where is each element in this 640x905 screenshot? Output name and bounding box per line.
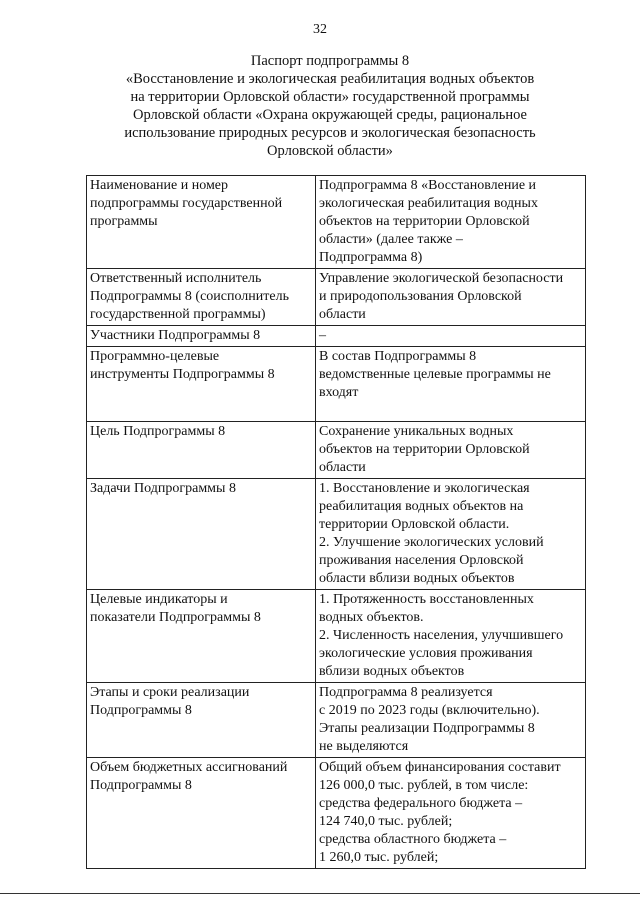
cell-line: не выделяются [319, 739, 409, 754]
row-value-cell [316, 590, 586, 683]
passport-table [86, 175, 586, 869]
row-value-cell [316, 422, 586, 479]
cell-line: 2. Улучшение экологических условий [319, 535, 544, 550]
row-label-cell [87, 326, 316, 347]
table-row [87, 683, 586, 758]
cell-line: Подпрограмма 8 реализуется [319, 685, 493, 700]
cell-line: Подпрограммы 8 (соисполнитель [90, 289, 289, 304]
cell-line: В состав Подпрограммы 8 [319, 349, 477, 364]
row-value-cell [316, 479, 586, 590]
cell-line: 126 000,0 тыс. рублей, в том числе: [319, 778, 529, 793]
cell-line: 1 260,0 тыс. рублей; [319, 850, 439, 865]
row-value-cell [316, 347, 586, 422]
document-title [70, 52, 590, 160]
cell-line: подпрограммы государственной [90, 196, 283, 211]
cell-line: инструменты Подпрограммы 8 [90, 367, 275, 382]
cell-line: экологическая реабилитация водных [319, 196, 538, 211]
row-value-cell [316, 758, 586, 869]
table-row [87, 326, 586, 347]
table-row [87, 422, 586, 479]
cell-line: Управление экологической безопасности [319, 271, 564, 286]
row-label-cell [87, 347, 316, 422]
cell-line: входят [319, 385, 359, 400]
title-line: «Восстановление и экологическая реабилитация водных объектов [125, 71, 535, 87]
row-value-cell [316, 683, 586, 758]
row-value-cell [316, 269, 586, 326]
cell-line: экологические условия проживания [319, 646, 533, 661]
row-label-cell [87, 683, 316, 758]
row-label-cell [87, 176, 316, 269]
table-row [87, 590, 586, 683]
row-label-cell [87, 590, 316, 683]
cell-line: Ответственный исполнитель [90, 271, 262, 286]
title-line: Паспорт подпрограммы 8 [250, 53, 410, 69]
cell-line: Участники Подпрограммы 8 [90, 328, 261, 343]
row-label-cell [87, 479, 316, 590]
cell-line: ведомственные целевые программы не [319, 367, 551, 382]
footer-divider [0, 893, 640, 894]
cell-line: Этапы реализации Подпрограммы 8 [319, 721, 535, 736]
row-value-cell [316, 176, 586, 269]
table-row [87, 347, 586, 422]
page-number: 32 [313, 22, 327, 37]
cell-line: программы [90, 214, 158, 229]
cell-line: области вблизи водных объектов [319, 571, 515, 586]
cell-line: Общий объем финансирования составит [319, 760, 561, 775]
row-label-cell [87, 758, 316, 869]
row-label-cell [87, 269, 316, 326]
cell-line: проживания населения Орловской [319, 553, 524, 568]
cell-line: с 2019 по 2023 годы (включительно). [319, 703, 540, 718]
cell-line: – [319, 328, 326, 343]
cell-line: Объем бюджетных ассигнований [90, 760, 288, 775]
cell-line: средства областного бюджета – [319, 832, 507, 847]
title-line: Орловской области» [267, 143, 393, 159]
table-row [87, 479, 586, 590]
cell-line: реабилитация водных объектов на [319, 499, 524, 514]
cell-line: показатели Подпрограммы 8 [90, 610, 261, 625]
cell-line: средства федерального бюджета – [319, 796, 523, 811]
cell-line: области [319, 460, 366, 475]
cell-line: Подпрограммы 8 [90, 703, 192, 718]
cell-line: Подпрограмма 8 «Восстановление и [319, 178, 537, 193]
cell-line: Задачи Подпрограммы 8 [90, 481, 236, 496]
cell-line [319, 402, 582, 420]
cell-line: 1. Протяженность восстановленных [319, 592, 534, 607]
table-row [87, 269, 586, 326]
title-line: Орловской области «Охрана окружающей среды, рациональное [133, 107, 527, 123]
cell-line: государственной программы) [90, 307, 266, 322]
title-line: на территории Орловской области» государственной программы [130, 89, 530, 105]
cell-line: водных объектов. [319, 610, 424, 625]
table-row [87, 758, 586, 869]
cell-line: территории Орловской области. [319, 517, 510, 532]
cell-line: и природопользования Орловской [319, 289, 522, 304]
row-label-cell [87, 422, 316, 479]
cell-line: Подпрограммы 8 [90, 778, 192, 793]
cell-line: вблизи водных объектов [319, 664, 465, 679]
table-row [87, 176, 586, 269]
cell-line: 1. Восстановление и экологическая [319, 481, 530, 496]
cell-line: Этапы и сроки реализации [90, 685, 250, 700]
title-line: использование природных ресурсов и экологическая безопасность [124, 125, 536, 141]
cell-line: Цель Подпрограммы 8 [90, 424, 226, 439]
cell-line: Наименование и номер [90, 178, 229, 193]
cell-line: объектов на территории Орловской [319, 442, 530, 457]
cell-line: Подпрограмма 8) [319, 250, 423, 265]
cell-line: области [319, 307, 366, 322]
cell-line: 124 740,0 тыс. рублей; [319, 814, 453, 829]
cell-line: 2. Численность населения, улучшившего [319, 628, 564, 643]
cell-line: Программно-целевые [90, 349, 220, 364]
cell-line: объектов на территории Орловской [319, 214, 530, 229]
row-value-cell [316, 326, 586, 347]
cell-line: Сохранение уникальных водных [319, 424, 514, 439]
cell-line: Целевые индикаторы и [90, 592, 228, 607]
cell-line: области» (далее также – [319, 232, 463, 247]
